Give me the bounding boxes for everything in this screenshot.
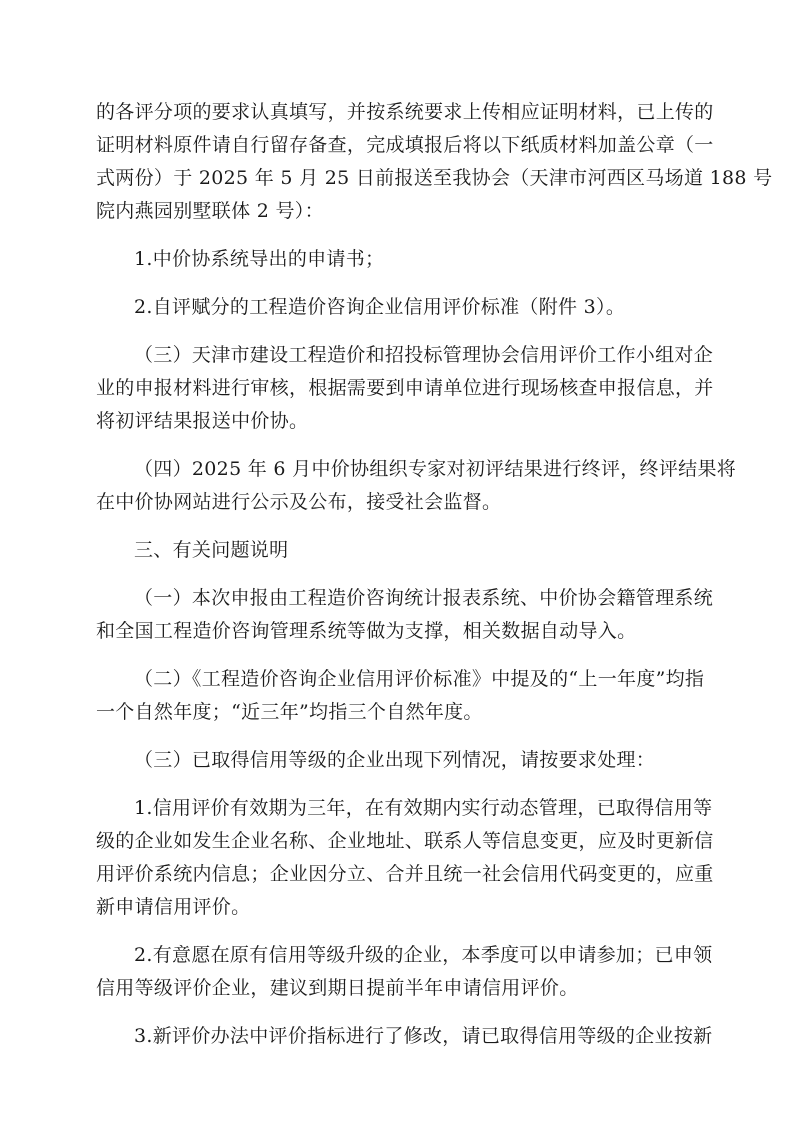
text-line: （二）《工程造价咨询企业信用评价标准》中提及的“上一年度”均指: [134, 668, 705, 690]
text-line: 级的企业如发生企业名称、企业地址、联系人等信息变更，应及时更新信: [96, 830, 714, 852]
paragraph-p1: [96, 96, 773, 228]
paragraph-p10: [96, 792, 714, 924]
paragraph-p9: [96, 744, 708, 777]
paragraph-p3: [96, 291, 708, 324]
text-line: 新申请信用评价。: [96, 896, 251, 918]
paragraph-p12: [96, 1020, 713, 1053]
paragraph-p5: [96, 453, 737, 519]
text-line: 证明材料原件请自行留存备查，完成填报后将以下纸质材料加盖公章（一: [96, 134, 714, 156]
text-line: （四）2025 年 6 月中价协组织专家对初评结果进行终评，终评结果将: [134, 458, 737, 480]
paragraph-p6: [96, 534, 708, 567]
paragraph-p2: [96, 243, 708, 276]
document-page: [96, 96, 773, 1053]
text-line: 信用等级评价企业，建议到期日提前半年申请信用评价。: [96, 977, 579, 999]
text-line: 业的申报材料进行审核，根据需要到申请单位进行现场核查申报信息，并: [96, 377, 714, 399]
text-line: 的各评分项的要求认真填写，并按系统要求上传相应证明材料，已上传的: [96, 101, 714, 123]
paragraph-p7: [96, 582, 714, 648]
text-line: （一）本次申报由工程造价咨询统计报表系统、中价协会籍管理系统: [134, 587, 714, 609]
text-line: 院内燕园别墅联体 2 号）：: [96, 200, 324, 222]
text-line: 和全国工程造价咨询管理系统等做为支撑，相关数据自动导入。: [96, 620, 637, 642]
text-line: （三）天津市建设工程造价和招投标管理协会信用评价工作小组对企: [134, 344, 714, 366]
text-line: 式两份）于 2025 年 5 月 25 日前报送至我协会（天津市河西区马场道 188 号: [96, 167, 773, 189]
text-line: 在中价协网站进行公示及公布，接受社会监督。: [96, 491, 502, 513]
text-line: 一个自然年度；“近三年”均指三个自然年度。: [96, 701, 483, 723]
list-item: 2.自评赋分的工程造价咨询企业信用评价标准（附件 3）。: [134, 296, 626, 318]
text-line: 用评价系统内信息；企业因分立、合并且统一社会信用代码变更的，应重: [96, 863, 714, 885]
text-line: 将初评结果报送中价协。: [96, 410, 309, 432]
list-item: 1.中价协系统导出的申请书；: [134, 248, 385, 270]
text-line: 1.信用评价有效期为三年，在有效期内实行动态管理，已取得信用等: [134, 797, 713, 819]
text-line: 2.有意愿在原有信用等级升级的企业，本季度可以申请参加；已申领: [134, 944, 713, 966]
paragraph-p4: [96, 339, 714, 438]
paragraph-p11: [96, 939, 713, 1005]
text-line: 3.新评价办法中评价指标进行了修改，请已取得信用等级的企业按新: [134, 1025, 713, 1047]
text-line: （三）已取得信用等级的企业出现下列情况，请按要求处理：: [134, 749, 656, 771]
section-heading: 三、有关问题说明: [134, 539, 289, 561]
paragraph-p8: [96, 663, 708, 729]
